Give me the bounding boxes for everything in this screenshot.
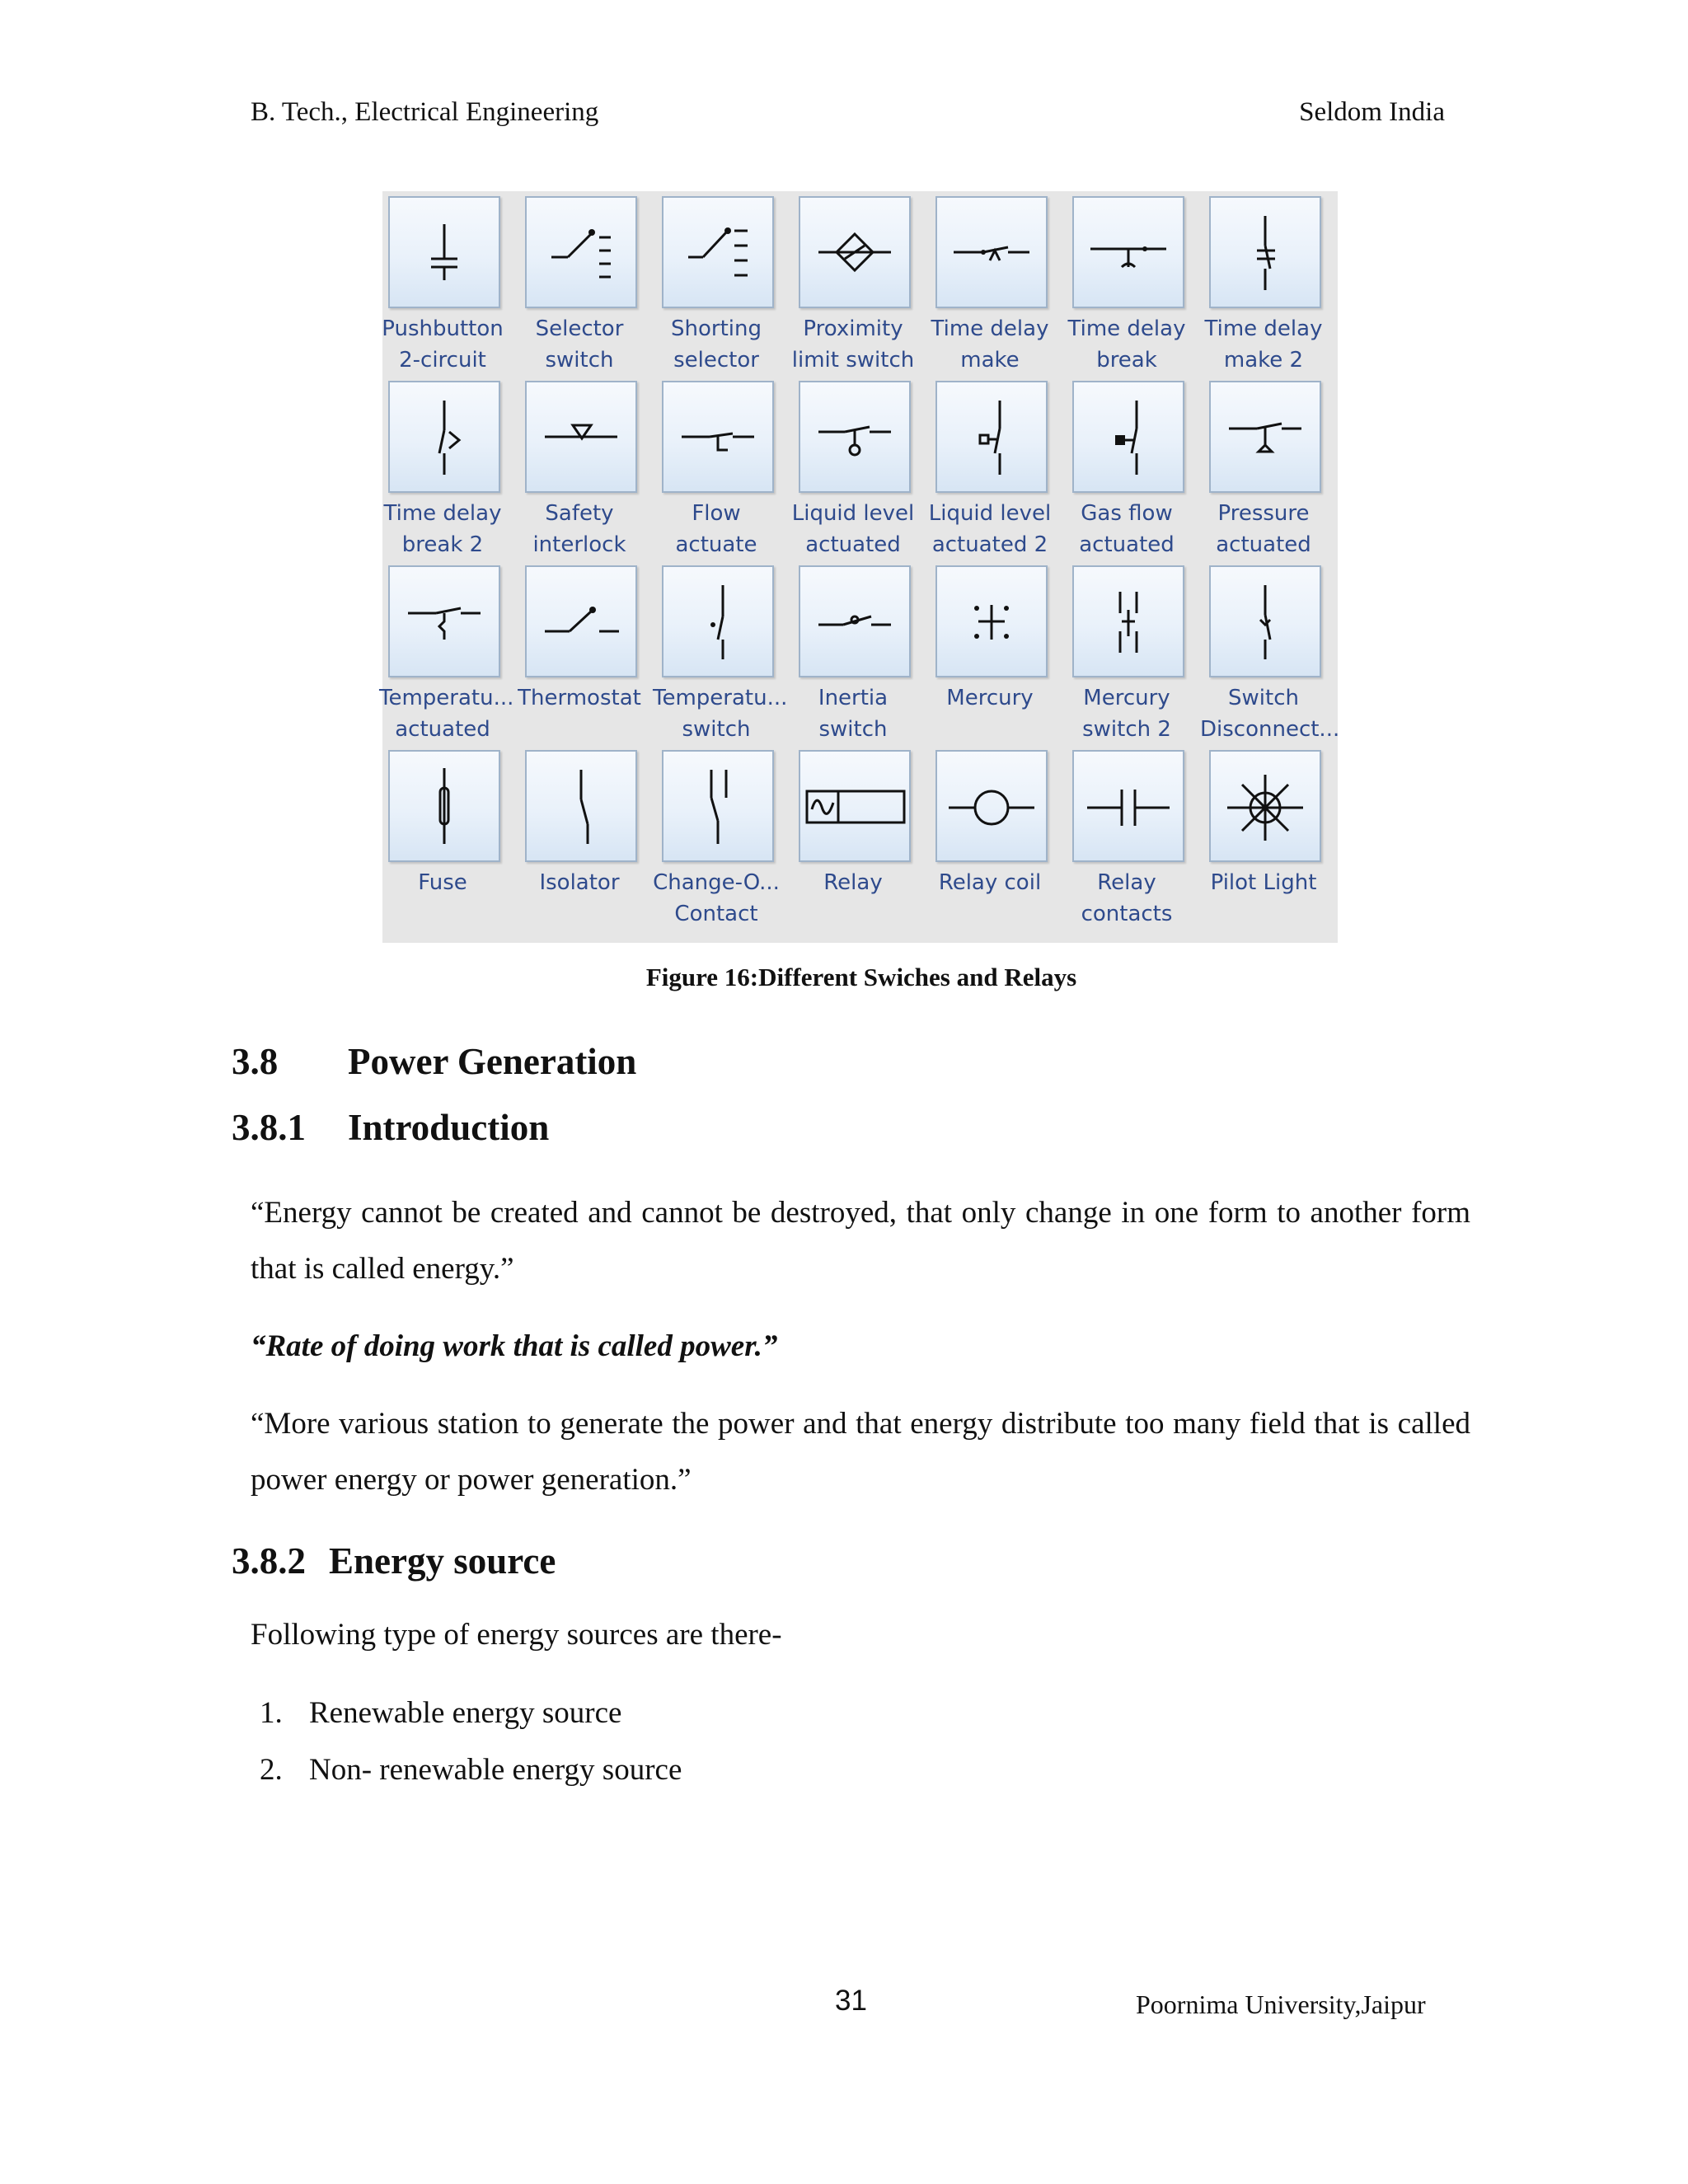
symbol-cell	[1205, 374, 1342, 559]
symbol-label: Time delay break 2	[383, 501, 502, 557]
pilot-light-icon	[1209, 750, 1321, 862]
symbol-label: Selector switch	[535, 316, 624, 373]
time-delay-break-2-icon	[388, 381, 500, 493]
section-number: 3.8	[232, 1041, 279, 1082]
symbol-label: Fuse	[418, 870, 467, 895]
header-right: Seldom India	[1299, 97, 1445, 127]
symbol-label: Mercury switch 2	[1082, 686, 1171, 742]
symbol-label: Isolator	[539, 870, 620, 895]
symbol-cell	[795, 559, 931, 743]
inertia-switch-icon	[799, 565, 911, 677]
section-title: Energy source	[329, 1540, 556, 1582]
footer-institution: Poornima University,Jaipur	[1136, 1990, 1426, 2019]
symbol-cell	[1205, 190, 1342, 374]
paragraph-power-definition: “Rate of doing work that is called power.”	[251, 1329, 778, 1363]
fuse-icon	[388, 750, 500, 862]
section-number: 3.8.1	[232, 1107, 306, 1148]
symbol-label: Gas flow actuated	[1079, 501, 1175, 557]
symbol-cell	[928, 374, 1068, 559]
paragraph-energy-sources-intro: Following type of energy sources are there-	[251, 1618, 782, 1652]
symbol-cell	[931, 190, 1068, 374]
symbol-cell	[1068, 190, 1205, 374]
section-number: 3.8.2	[232, 1540, 306, 1582]
symbol-label: Thermostat	[518, 686, 641, 710]
symbol-label: Pushbutton 2-circuit	[382, 316, 504, 373]
symbol-cell	[658, 190, 795, 374]
relay-coil-icon	[935, 750, 1048, 862]
time-delay-break-icon	[1072, 196, 1184, 308]
safety-interlock-icon	[525, 381, 637, 493]
symbol-cell	[658, 374, 795, 559]
symbol-label: Flow actuate	[675, 501, 757, 557]
symbol-label: Relay coil	[938, 870, 1042, 895]
symbol-label: Temperatu... switch	[653, 686, 788, 742]
symbol-cell	[931, 743, 1068, 928]
page-number: 31	[835, 1985, 867, 2017]
paragraph-power-generation: “More various station to generate the power and that energy distribute too many field that is called power energy or power generation.”	[251, 1407, 1470, 1497]
list-number: 2.	[260, 1753, 283, 1787]
figure-caption: Figure 16:Different Swiches and Relays	[645, 963, 1077, 991]
time-delay-make-2-icon	[1209, 196, 1321, 308]
symbol-label: Liquid level actuated 2	[928, 501, 1052, 557]
symbol-cell	[653, 559, 795, 743]
symbol-cell	[384, 374, 521, 559]
liquid-level-actuated-2-icon	[935, 381, 1048, 493]
pushbutton-2-circuit-icon	[388, 196, 500, 308]
symbol-cell	[1068, 743, 1205, 928]
list-text: Non- renewable energy source	[309, 1753, 682, 1787]
symbol-label: Pilot Light	[1210, 870, 1317, 895]
symbol-cell	[521, 374, 658, 559]
symbol-label: Relay contacts	[1081, 870, 1173, 926]
thermostat-icon	[525, 565, 637, 677]
mercury-switch-2-icon	[1072, 565, 1184, 677]
relay-icon	[799, 750, 911, 862]
relay-contacts-icon	[1072, 750, 1184, 862]
symbol-cell	[384, 190, 521, 374]
proximity-limit-switch-icon	[799, 196, 911, 308]
symbol-cell	[518, 559, 658, 743]
symbol-label: Pressure actuated	[1216, 501, 1311, 557]
symbol-cell	[521, 743, 658, 928]
pressure-actuated-icon	[1209, 381, 1321, 493]
list-text: Renewable energy source	[309, 1696, 622, 1730]
paragraph-energy-definition: “Energy cannot be created and cannot be destroyed, that only change in one form to another form that is called energy.”	[251, 1196, 1470, 1286]
list-number: 1.	[260, 1696, 283, 1730]
mercury-icon	[935, 565, 1048, 677]
symbol-cell	[931, 559, 1068, 743]
section-title: Introduction	[348, 1107, 550, 1148]
symbol-cell	[791, 374, 931, 559]
selector-switch-icon	[525, 196, 637, 308]
symbol-label: Relay	[823, 870, 883, 895]
symbol-label: Proximity limit switch	[791, 316, 915, 373]
flow-actuate-icon	[662, 381, 774, 493]
switch-disconnector-icon	[1209, 565, 1321, 677]
symbol-label: Time delay make	[931, 316, 1049, 373]
isolator-icon	[525, 750, 637, 862]
section-title: Power Generation	[348, 1041, 637, 1082]
symbol-label: Shorting selector	[671, 316, 762, 373]
symbol-label: Temperatu... actuated	[379, 686, 514, 742]
header-left: B. Tech., Electrical Engineering	[251, 97, 599, 127]
symbol-label: Liquid level actuated	[791, 501, 915, 557]
symbol-cell	[1068, 559, 1205, 743]
symbol-label: Time delay make 2	[1204, 316, 1323, 373]
change-over-contact-icon	[662, 750, 774, 862]
temperature-switch-icon	[662, 565, 774, 677]
switch-symbols-figure	[379, 191, 1340, 943]
liquid-level-actuated-icon	[799, 381, 911, 493]
symbol-cell	[379, 559, 521, 743]
symbol-cell	[1200, 559, 1342, 743]
symbol-cell	[521, 190, 658, 374]
symbol-cell	[1205, 743, 1342, 928]
shorting-selector-icon	[662, 196, 774, 308]
gas-flow-actuated-icon	[1072, 381, 1184, 493]
symbol-cell	[795, 743, 931, 928]
symbol-label: Change-O... Contact	[653, 870, 780, 926]
symbol-label: Switch Disconnect...	[1200, 686, 1340, 742]
temperature-actuated-icon	[388, 565, 500, 677]
symbol-cell	[653, 743, 795, 928]
symbol-cell	[791, 190, 931, 374]
symbol-label: Safety interlock	[532, 501, 626, 557]
symbol-cell	[384, 743, 521, 928]
symbol-cell	[1068, 374, 1205, 559]
symbol-label: Mercury	[946, 686, 1034, 710]
time-delay-make-icon	[935, 196, 1048, 308]
symbol-label: Inertia switch	[818, 686, 889, 742]
symbol-label: Time delay break	[1067, 316, 1186, 373]
